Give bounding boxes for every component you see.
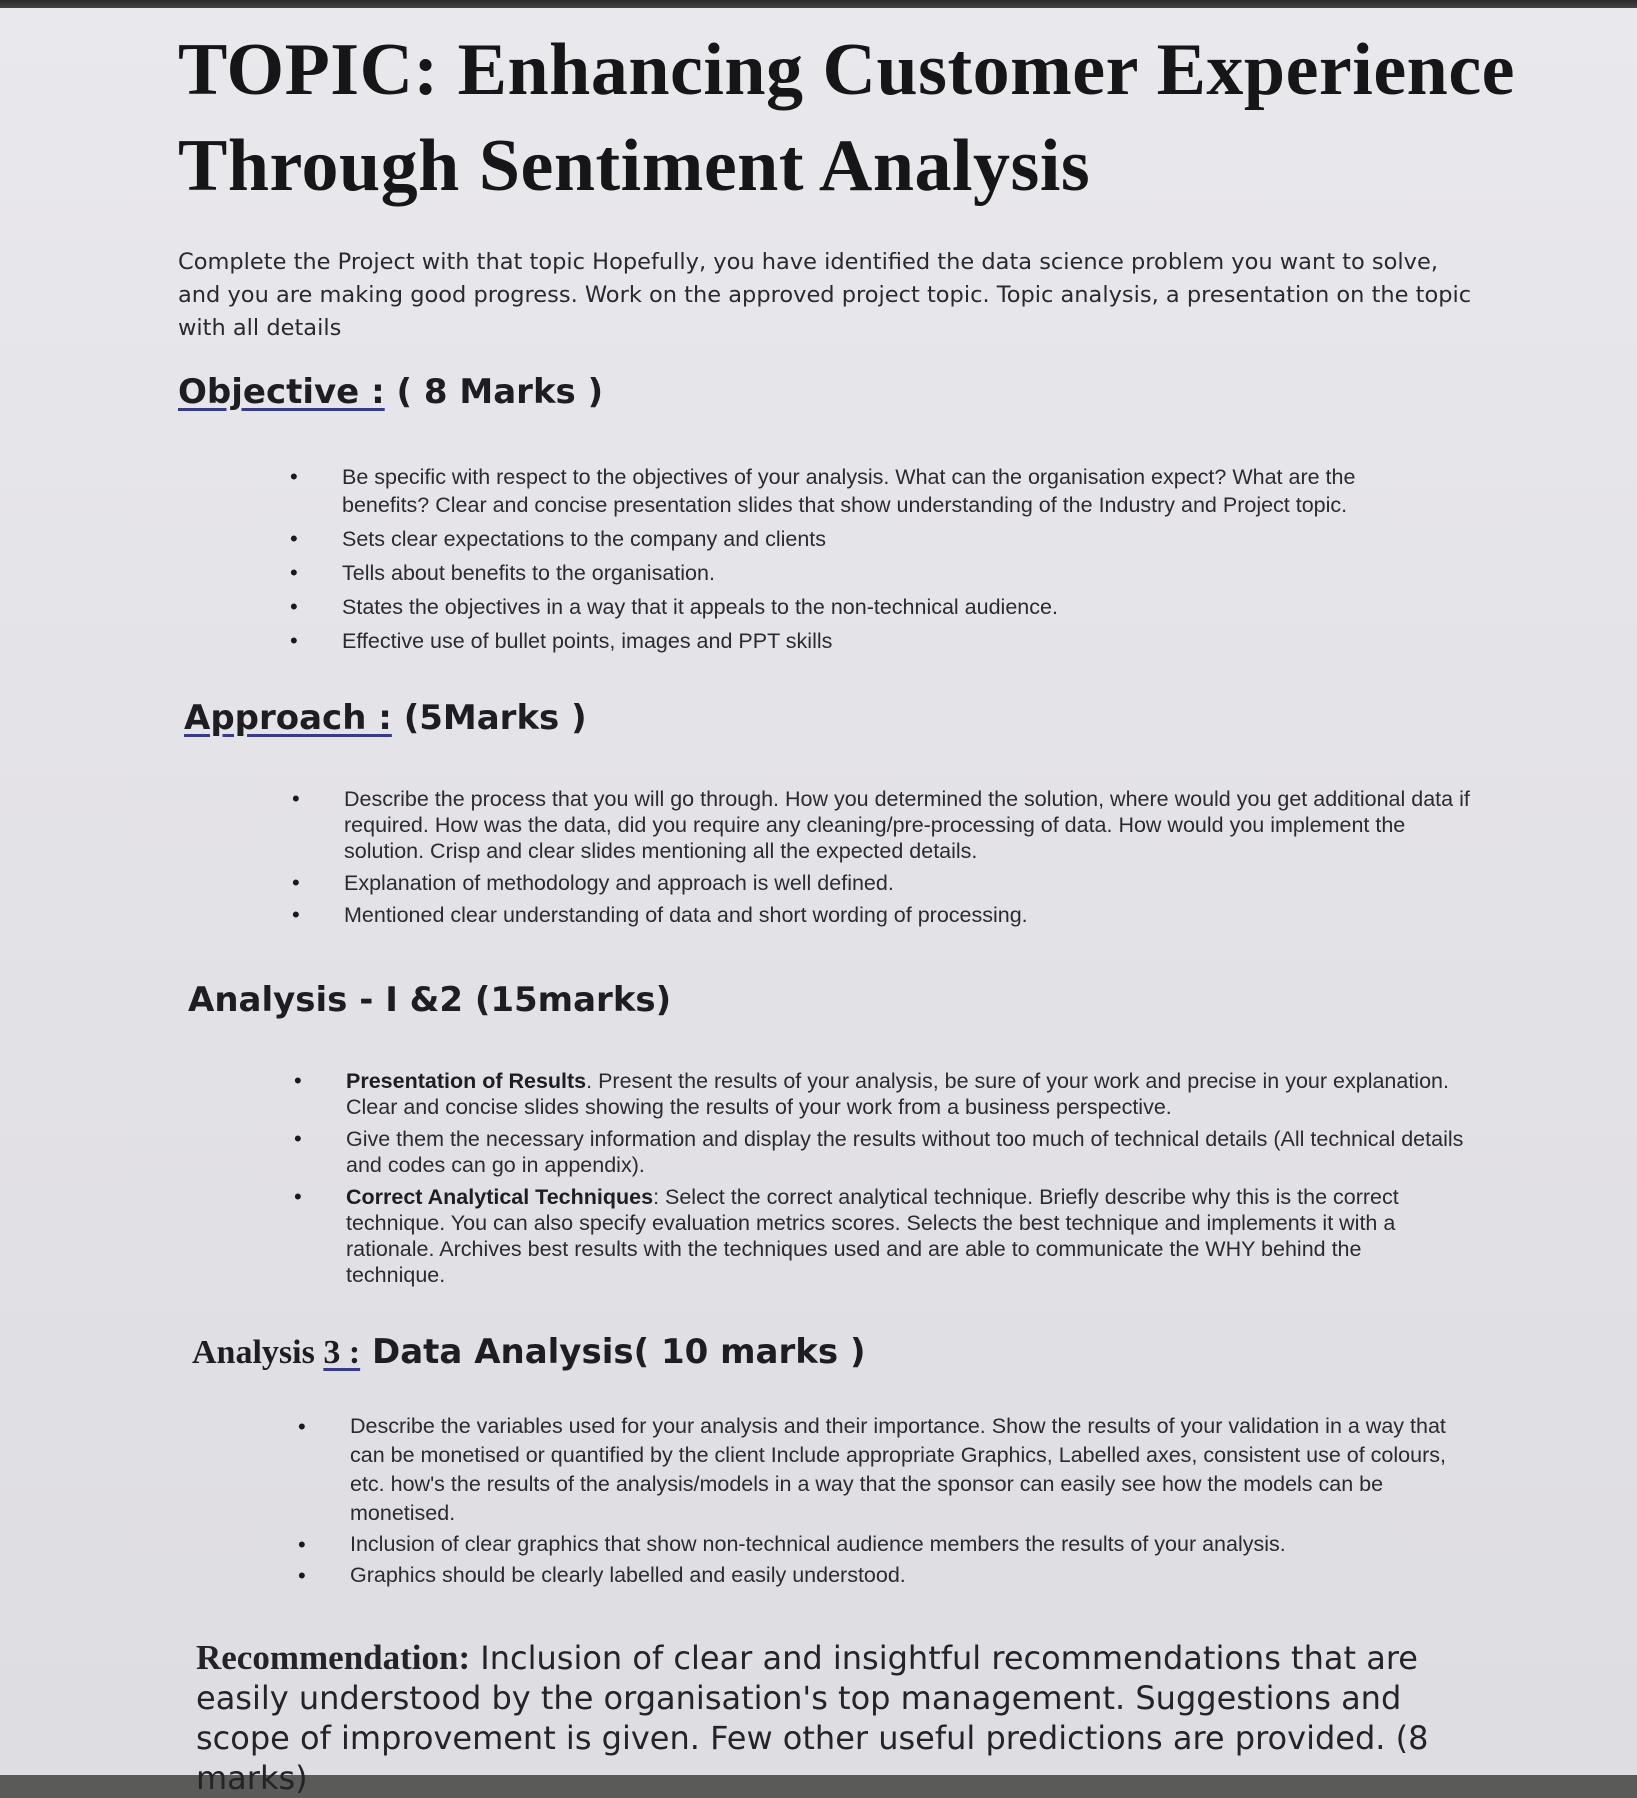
bullet-icon: • <box>292 870 300 895</box>
bullet-icon: • <box>290 560 298 585</box>
bullet-icon: • <box>290 526 298 551</box>
bullet-icon: • <box>292 902 300 927</box>
analysis-3-prefix: Analysis <box>192 1334 324 1371</box>
analysis-3-number: 3 : <box>323 1334 361 1371</box>
objective-marks: ( 8 Marks ) <box>396 372 604 412</box>
objective-heading <box>178 370 603 414</box>
recommendation-label: Recommendation: <box>196 1638 471 1677</box>
analysis-3-list <box>298 1412 1470 1590</box>
bullet-icon: • <box>298 1532 306 1557</box>
list-item: • Give them the necessary information and display the results without too much of technical details (All technical details and codes can go in appendix). <box>294 1126 1464 1177</box>
list-item: • Graphics should be clearly labelled and easily understood. <box>298 1563 906 1588</box>
list-item: • Be specific with respect to the objectives of your analysis. What can the organisation expect? What are the benefits? Clear and concise presentation slides that show understanding of the Industry and Project topic. <box>290 464 1356 517</box>
bullet-icon: • <box>290 594 298 619</box>
list-item: • Presentation of Results. Present the results of your analysis, be sure of your work and precise in your explanation. Clear and concise slides showing the results of your work from a business perspective. <box>294 1068 1449 1119</box>
approach-label: Approach : <box>184 698 392 738</box>
list-item: • Tells about benefits to the organisation. <box>290 560 715 585</box>
intro-paragraph: Complete the Project with that topic Hopefully, you have identified the data science problem you want to solve, and you are making good progress. Work on the approved project topic. Topic analysis, a presentation on the topic with all details <box>178 249 1472 341</box>
list-item: • Sets clear expectations to the company and clients <box>290 526 827 551</box>
approach-list <box>292 786 1484 928</box>
bullet-icon: • <box>290 628 298 653</box>
bullet-icon: • <box>294 1126 302 1151</box>
document-page <box>0 8 1637 1797</box>
list-item: • Correct Analytical Techniques: Select the correct analytical technique. Briefly describe why this is the correct technique. You can also specify evaluation metrics scores. Selects the best technique and implements it with a rationale. Archives best results with the techniques used and are able to communicate the WHY behind the technique. <box>294 1184 1399 1287</box>
bullet-icon: • <box>294 1184 302 1209</box>
recommendation-paragraph <box>196 1638 1496 1798</box>
list-item: • Mentioned clear understanding of data and short wording of processing. <box>292 902 1028 927</box>
analysis-12-list <box>294 1068 1466 1288</box>
bullet-icon: • <box>298 1414 306 1439</box>
analysis-12-heading: Analysis - I &2 (15marks) <box>188 980 672 1020</box>
page-title: TOPIC: Enhancing Customer Experience Through Sentiment Analysis <box>178 29 1516 207</box>
approach-marks: (5Marks ) <box>403 698 587 738</box>
list-item: • Describe the variables used for your analysis and their importance. Show the results of your validation in a way that can be monetised or quantified by the client Include appropriate Graphics, Labelled axes, consistent use of colours, etc. how's the results of the analysis/models in a way that the sponsor can easily see how the models can be monetised. <box>298 1414 1446 1525</box>
analysis-3-label: Data Analysis( 10 marks ) <box>360 1332 866 1372</box>
list-item: • Effective use of bullet points, images and PPT skills <box>290 628 833 653</box>
list-item: • States the objectives in a way that it appeals to the non-technical audience. <box>290 594 1058 619</box>
objective-list <box>290 463 1442 655</box>
recommendation-text: Inclusion of clear and insightful recommendations that are easily understood by the organisation's top management. Suggestions and scope of improvement is given. Few other useful predictions are provided. (8 marks) <box>196 1639 1429 1797</box>
bullet-icon: • <box>292 786 300 811</box>
list-item: • Inclusion of clear graphics that show non-technical audience members the results of your analysis. <box>298 1532 1286 1557</box>
bullet-icon: • <box>290 464 298 489</box>
objective-label: Objective : <box>178 372 385 412</box>
list-item: • Explanation of methodology and approach is well defined. <box>292 870 894 895</box>
approach-heading <box>184 696 587 740</box>
bullet-icon: • <box>298 1563 306 1588</box>
analysis-3-heading <box>192 1330 866 1375</box>
list-item: • Describe the process that you will go through. How you determined the solution, where would you get additional data if required. How was the data, did you require any cleaning/pre-processing of data. How would you implement the solution. Crisp and clear slides mentioning all the expected details. <box>292 786 1470 863</box>
bullet-icon: • <box>294 1068 302 1093</box>
